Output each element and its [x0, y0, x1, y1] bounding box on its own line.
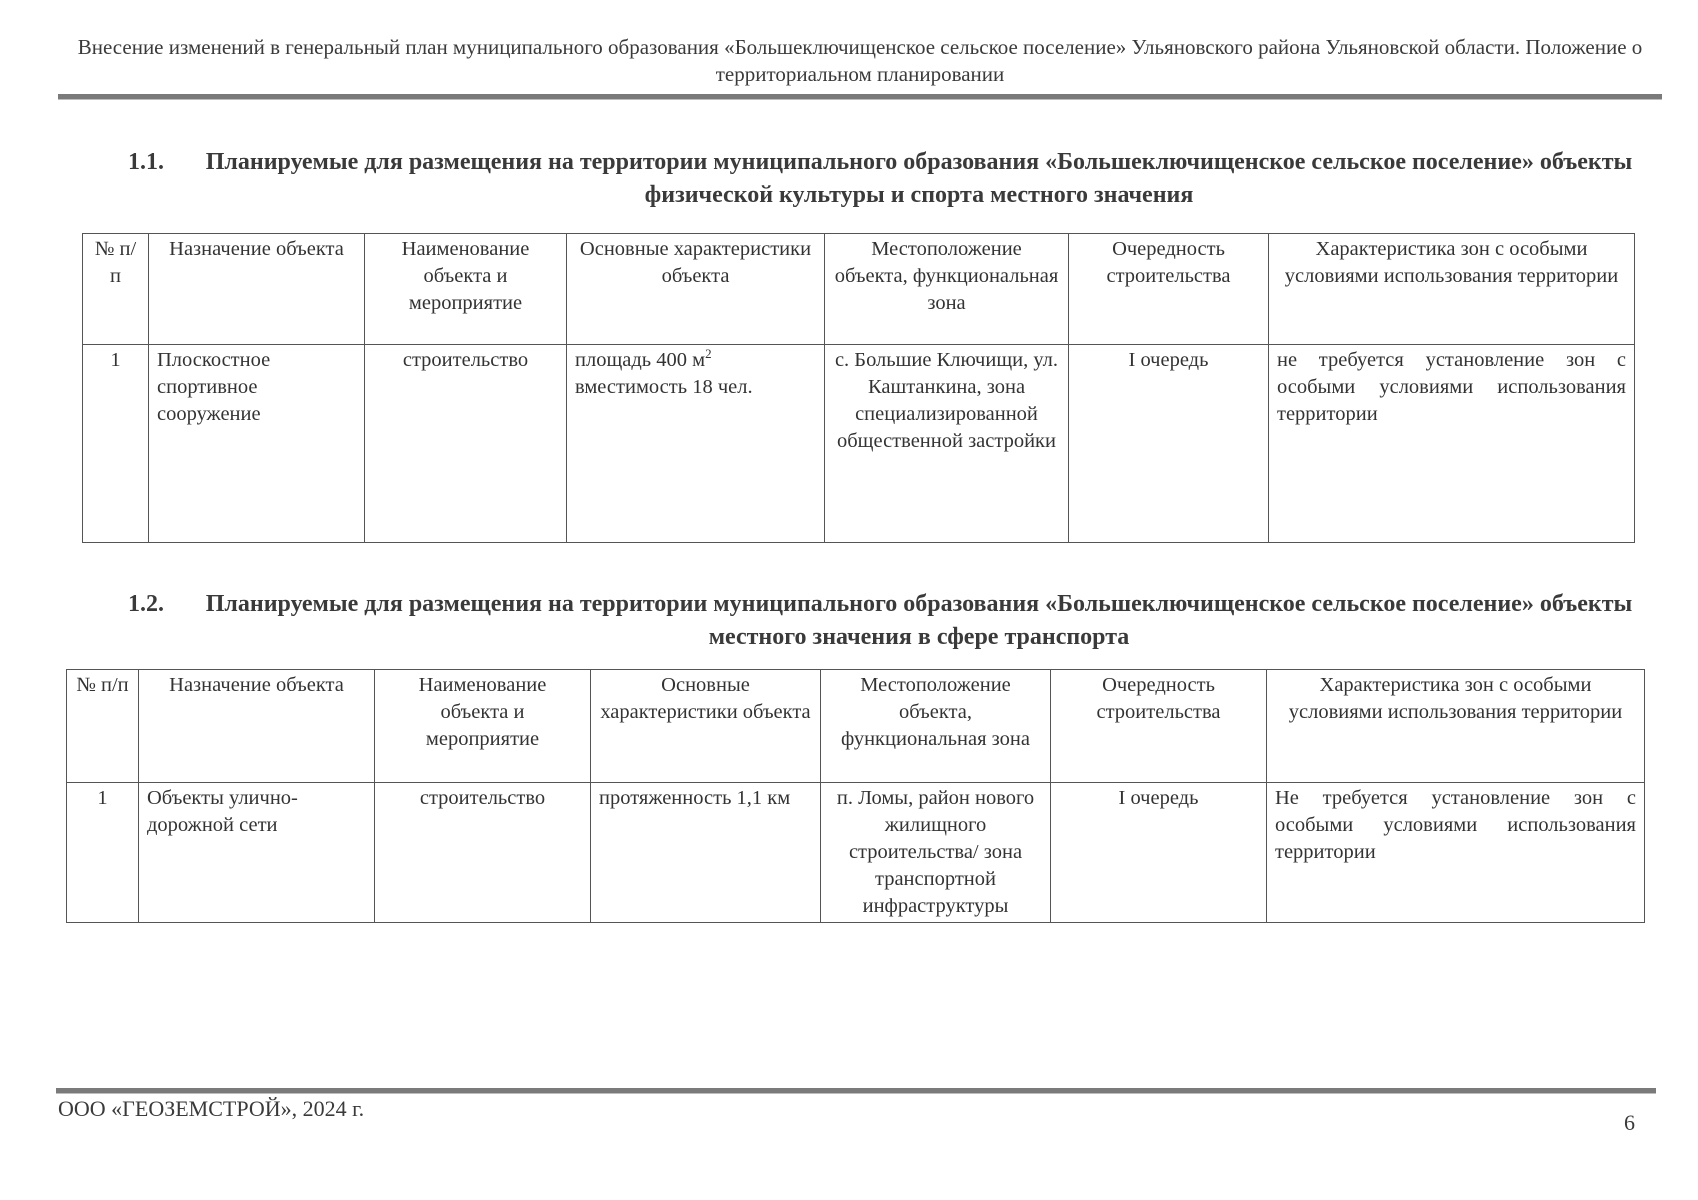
section-number: 1.1. [128, 149, 164, 175]
cell-zones: не требуется установление зон с особыми условиями использования территории [1269, 345, 1635, 543]
document-header-title: Внесение изменений в генеральный план муниципального образования «Большеключищенское сельское поселение» Ульяновского района Ульяновской области. Положение о территориальном планировании [77, 35, 1643, 86]
col-header-queue: Очередность строительства [1069, 234, 1269, 345]
cell-purpose: Объекты улично-дорожной сети [139, 783, 375, 923]
cell-location: п. Ломы, район нового жилищного строительства/ зона транспортной инфраструктуры [821, 783, 1051, 923]
col-header-characteristics: Основные характеристики объекта [567, 234, 825, 345]
table-header-row [67, 670, 1645, 783]
section-title: Планируемые для размещения на территории муниципального образования «Большеключищенское сельское поселение» объекты местного значения в сфере транспорта [205, 591, 1633, 650]
col-header-zones: Характеристика зон с особыми условиями использования территории [1267, 670, 1645, 783]
section-1-1-heading [128, 146, 1638, 212]
col-header-name: Наименование объекта и мероприятие [365, 234, 567, 345]
col-header-number: № п/п [83, 234, 149, 345]
cell-number: 1 [67, 783, 139, 923]
col-header-purpose: Назначение объекта [149, 234, 365, 345]
cell-characteristics: протяженность 1,1 км [591, 783, 821, 923]
col-header-name: Наименование объекта и мероприятие [375, 670, 591, 783]
cell-number: 1 [83, 345, 149, 543]
transport-objects-table [66, 669, 1645, 923]
sport-objects-table [82, 233, 1635, 543]
cell-name: строительство [365, 345, 567, 543]
col-header-number: № п/п [67, 670, 139, 783]
area-unit-superscript: 2 [705, 346, 712, 362]
footer-divider [56, 1088, 1656, 1094]
footer-company: ООО «ГЕОЗЕМСТРОЙ», 2024 г. [58, 1096, 365, 1121]
col-header-location: Местоположение объекта, функциональная зона [821, 670, 1051, 783]
table-row [67, 783, 1645, 923]
cell-zones: Не требуется установление зон с особыми условиями использования территории [1267, 783, 1645, 923]
capacity-value: вместимость 18 чел. [575, 376, 753, 398]
section-number: 1.2. [128, 591, 164, 617]
table-row [83, 345, 1635, 543]
col-header-location: Местоположение объекта, функциональная зона [825, 234, 1069, 345]
area-value: площадь 400 м [575, 349, 706, 371]
cell-name: строительство [375, 783, 591, 923]
header-divider [58, 94, 1662, 100]
col-header-queue: Очередность строительства [1051, 670, 1267, 783]
col-header-purpose: Назначение объекта [139, 670, 375, 783]
cell-location: с. Большие Ключищи, ул. Каштанкина, зона специализированной общественной застройки [825, 345, 1069, 543]
cell-characteristics [567, 345, 825, 543]
cell-purpose: Плоскостное спортивное сооружение [149, 345, 365, 543]
section-1-2-heading [128, 588, 1638, 654]
col-header-characteristics: Основные характеристики объекта [591, 670, 821, 783]
page-number: 6 [1624, 1110, 1635, 1135]
section-title: Планируемые для размещения на территории муниципального образования «Большеключищенское сельское поселение» объекты физической культуры и спорта местного значения [205, 149, 1633, 208]
col-header-zones: Характеристика зон с особыми условиями использования территории [1269, 234, 1635, 345]
cell-queue: I очередь [1069, 345, 1269, 543]
table-header-row [83, 234, 1635, 345]
cell-queue: I очередь [1051, 783, 1267, 923]
